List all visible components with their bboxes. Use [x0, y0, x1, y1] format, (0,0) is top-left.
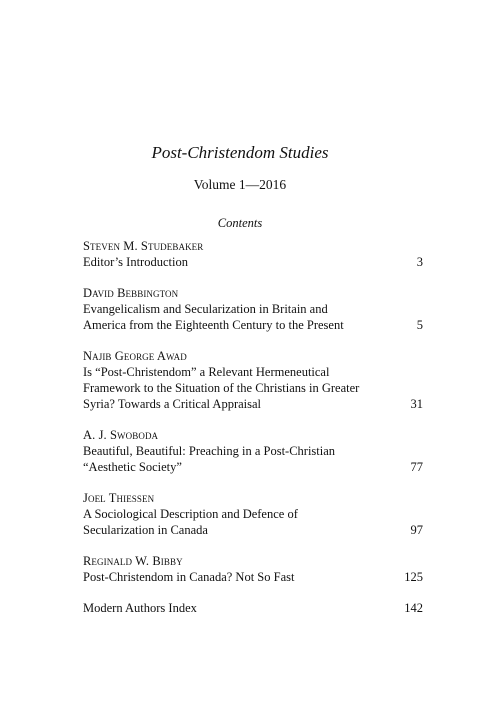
entry-title-row	[83, 600, 423, 616]
volume-label: Volume 1—2016	[193, 177, 287, 192]
toc-entry	[83, 238, 423, 270]
journal-title: Post-Christendom Studies	[151, 143, 329, 162]
toc-entry	[83, 427, 423, 475]
entry-page-number: 125	[404, 570, 423, 584]
entry-page-number: 97	[410, 523, 423, 537]
toc-entry	[83, 285, 423, 333]
entry-author: Joel Thiessen	[83, 491, 155, 505]
index-title: Modern Authors Index	[83, 601, 197, 615]
entry-title: Post-Christendom in Canada? Not So Fast	[83, 570, 295, 584]
entry-title-row	[83, 254, 423, 270]
entry-title-row	[83, 301, 423, 333]
toc-entry	[83, 490, 423, 538]
entry-title-row	[83, 506, 423, 538]
toc-entry	[83, 348, 423, 412]
entry-page-number: 3	[416, 255, 423, 269]
entry-title-row	[83, 364, 423, 412]
entry-page-number: 31	[410, 397, 423, 411]
toc-index-entry	[83, 600, 423, 616]
entry-page-number: 5	[416, 318, 423, 332]
entry-page-number: 77	[410, 460, 423, 474]
contents-heading: Contents	[217, 216, 263, 230]
entry-title: Beautiful, Beautiful: Preaching in a Post-Christian “Aesthetic Society”	[83, 444, 336, 474]
entry-author: Reginald W. Bibby	[83, 554, 183, 568]
table-of-contents	[83, 238, 423, 631]
index-page-number: 142	[404, 601, 423, 615]
entry-title-row	[83, 569, 423, 585]
entry-author: Steven M. Studebaker	[83, 239, 204, 253]
entry-title: A Sociological Description and Defence of Secularization in Canada	[83, 507, 298, 537]
entry-author: David Bebbington	[83, 286, 179, 300]
entry-title: Is “Post-Christendom” a Relevant Hermeneutical Framework to the Situation of the Christians in Greater Syria? Towards a Critical Appraisal	[83, 365, 360, 411]
entry-author: A. J. Swoboda	[83, 428, 159, 442]
entry-title: Evangelicalism and Secularization in Britain and America from the Eighteenth Century to the Present	[83, 302, 344, 332]
entry-title-row	[83, 443, 423, 475]
entry-author: Najib George Awad	[83, 349, 187, 363]
entry-title: Editor’s Introduction	[83, 255, 188, 269]
toc-entry	[83, 553, 423, 585]
